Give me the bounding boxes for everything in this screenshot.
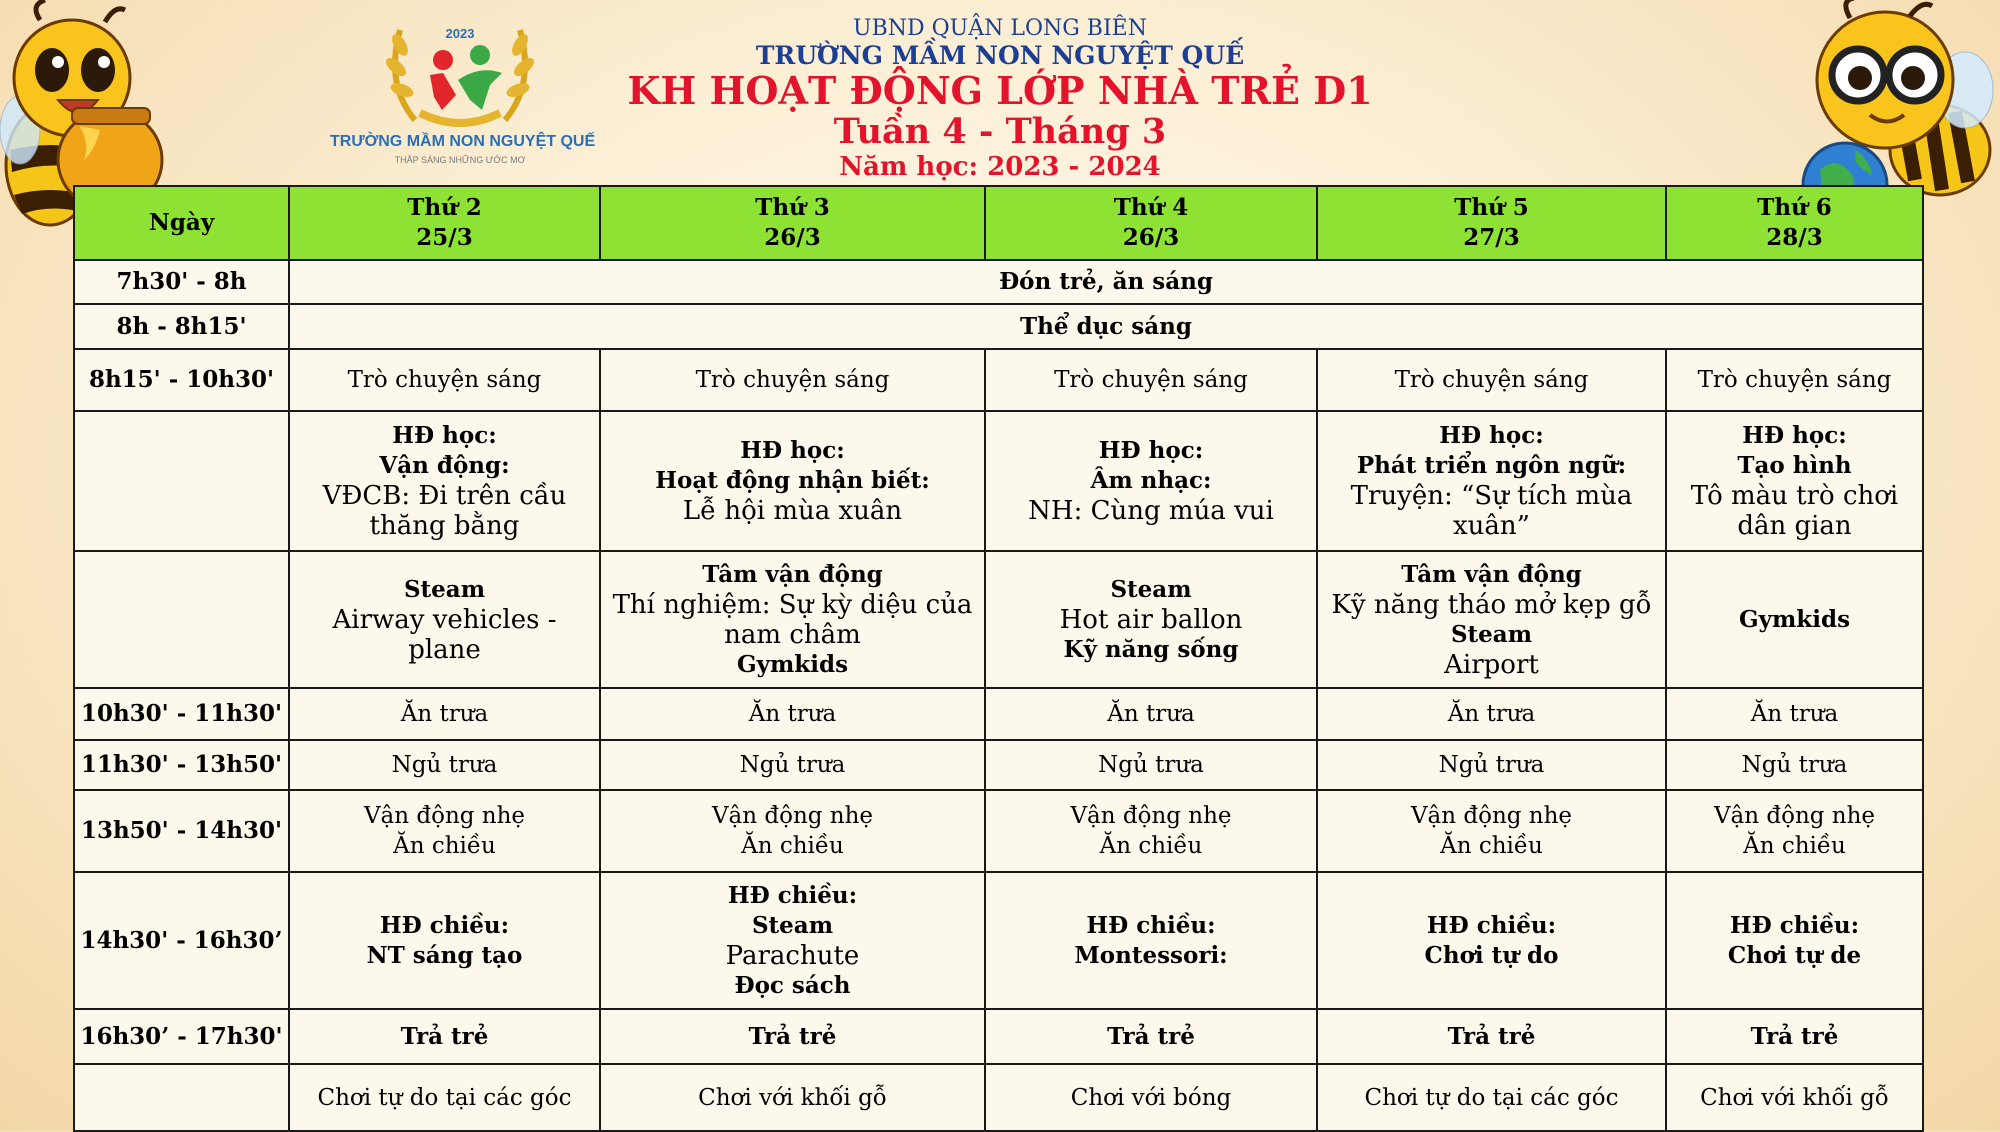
activity-cell: Ăn trưa xyxy=(1317,688,1666,740)
activity-cell: Vận động nhẹ Ăn chiều xyxy=(1317,790,1666,872)
activity-cell: HĐ học: Phát triển ngôn ngữ: Truyện: “Sự tích mùa xuân” xyxy=(1317,411,1666,551)
table-row xyxy=(74,349,1923,411)
table-row xyxy=(74,790,1923,872)
activity-cell: Trò chuyện sáng xyxy=(600,349,985,411)
activity-cell: Chơi với khối gỗ xyxy=(1666,1064,1923,1131)
activity-cell: Thể dục sáng xyxy=(289,304,1923,349)
activity-cell: Trả trẻ xyxy=(600,1009,985,1064)
page-title: KH HOẠT ĐỘNG LỚP NHÀ TRẺ D1 xyxy=(627,68,1373,113)
weekly-schedule-table xyxy=(73,185,1924,1132)
activity-cell: Gymkids xyxy=(1666,551,1923,688)
logo-slogan: THẮP SÁNG NHỮNG ƯỚC MƠ xyxy=(394,155,526,165)
activity-cell: Trả trẻ xyxy=(985,1009,1317,1064)
table-row xyxy=(74,1009,1923,1064)
activity-cell: Ăn trưa xyxy=(289,688,600,740)
activity-cell: Trò chuyện sáng xyxy=(985,349,1317,411)
activity-cell: Vận động nhẹ Ăn chiều xyxy=(985,790,1317,872)
activity-cell: Ăn trưa xyxy=(600,688,985,740)
table-row xyxy=(74,1064,1923,1131)
activity-cell: HĐ học: Vận động: VĐCB: Đi trên cầu thăng bằng xyxy=(289,411,600,551)
activity-cell: Tâm vận động Thí nghiệm: Sự kỳ diệu của nam châm Gymkids xyxy=(600,551,985,688)
time-slot-empty xyxy=(74,551,289,688)
activity-cell: Đón trẻ, ăn sáng xyxy=(289,260,1923,304)
activity-cell: HĐ chiều: NT sáng tạo xyxy=(289,872,600,1009)
time-slot: 8h - 8h15' xyxy=(74,304,289,349)
day-header-wed: Thứ 4 26/3 xyxy=(985,186,1317,260)
activity-cell: Trả trẻ xyxy=(1317,1009,1666,1064)
day-header-fri: Thứ 6 28/3 xyxy=(1666,186,1923,260)
activity-cell: Trò chuyện sáng xyxy=(1666,349,1923,411)
activity-cell: HĐ chiều: Montessori: xyxy=(985,872,1317,1009)
school-year: Năm học: 2023 - 2024 xyxy=(839,152,1161,182)
time-slot: 7h30' - 8h xyxy=(74,260,289,304)
table-row xyxy=(74,688,1923,740)
corner-label: Ngày xyxy=(74,186,289,260)
page-header xyxy=(0,0,2000,185)
activity-cell: Chơi với khối gỗ xyxy=(600,1064,985,1131)
activity-cell: Ăn trưa xyxy=(985,688,1317,740)
activity-cell: Trò chuyện sáng xyxy=(289,349,600,411)
school-name: TRƯỜNG MẦM NON NGUYỆT QUẾ xyxy=(755,41,1245,70)
activity-cell: Ăn trưa xyxy=(1666,688,1923,740)
activity-cell: Trả trẻ xyxy=(1666,1009,1923,1064)
week-label: Tuần 4 - Tháng 3 xyxy=(833,111,1167,152)
activity-cell: Ngủ trưa xyxy=(600,740,985,790)
activity-cell: Vận động nhẹ Ăn chiều xyxy=(289,790,600,872)
activity-cell: Ngủ trưa xyxy=(1666,740,1923,790)
activity-cell: Ngủ trưa xyxy=(985,740,1317,790)
day-header-thu: Thứ 5 27/3 xyxy=(1317,186,1666,260)
activity-cell: Tâm vận động Kỹ năng tháo mở kẹp gỗ Steam Airport xyxy=(1317,551,1666,688)
table-row xyxy=(74,872,1923,1009)
time-slot: 13h50' - 14h30' xyxy=(74,790,289,872)
activity-cell: Vận động nhẹ Ăn chiều xyxy=(600,790,985,872)
time-slot: 8h15' - 10h30' xyxy=(74,349,289,411)
time-slot: 10h30' - 11h30' xyxy=(74,688,289,740)
time-slot: 16h30’ - 17h30' xyxy=(74,1009,289,1064)
activity-cell: HĐ học: Hoạt động nhận biết: Lễ hội mùa xuân xyxy=(600,411,985,551)
activity-cell: Steam Hot air ballon Kỹ năng sống xyxy=(985,551,1317,688)
activity-cell: Trò chuyện sáng xyxy=(1317,349,1666,411)
logo-school-name: TRƯỜNG MẦM NON NGUYỆT QUẾ xyxy=(330,133,596,150)
activity-cell: Steam Airway vehicles - plane xyxy=(289,551,600,688)
time-slot-empty xyxy=(74,1064,289,1131)
logo-year: 2023 xyxy=(445,26,475,41)
activity-cell: Ngủ trưa xyxy=(1317,740,1666,790)
time-slot: 14h30' - 16h30’ xyxy=(74,872,289,1009)
district-name: UBND QUẬN LONG BIÊN xyxy=(853,16,1147,41)
activity-cell: HĐ chiều: Steam Parachute Đọc sách xyxy=(600,872,985,1009)
time-slot: 11h30' - 13h50' xyxy=(74,740,289,790)
table-row xyxy=(74,411,1923,551)
time-slot-empty xyxy=(74,411,289,551)
activity-cell: Chơi tự do tại các góc xyxy=(1317,1064,1666,1131)
table-row xyxy=(74,260,1923,304)
activity-cell: HĐ chiều: Chơi tự do xyxy=(1317,872,1666,1009)
table-row xyxy=(74,551,1923,688)
activity-cell: Chơi tự do tại các góc xyxy=(289,1064,600,1131)
activity-cell: Trả trẻ xyxy=(289,1009,600,1064)
day-header-mon: Thứ 2 25/3 xyxy=(289,186,600,260)
activity-cell: Chơi với bóng xyxy=(985,1064,1317,1131)
activity-cell: Ngủ trưa xyxy=(289,740,600,790)
table-row xyxy=(74,304,1923,349)
activity-cell: HĐ học: Âm nhạc: NH: Cùng múa vui xyxy=(985,411,1317,551)
activity-cell: HĐ chiều: Chơi tự de xyxy=(1666,872,1923,1009)
activity-cell: Vận động nhẹ Ăn chiều xyxy=(1666,790,1923,872)
table-row xyxy=(74,740,1923,790)
table-header-row xyxy=(74,186,1923,260)
day-header-tue: Thứ 3 26/3 xyxy=(600,186,985,260)
activity-cell: HĐ học: Tạo hình Tô màu trò chơi dân gian xyxy=(1666,411,1923,551)
